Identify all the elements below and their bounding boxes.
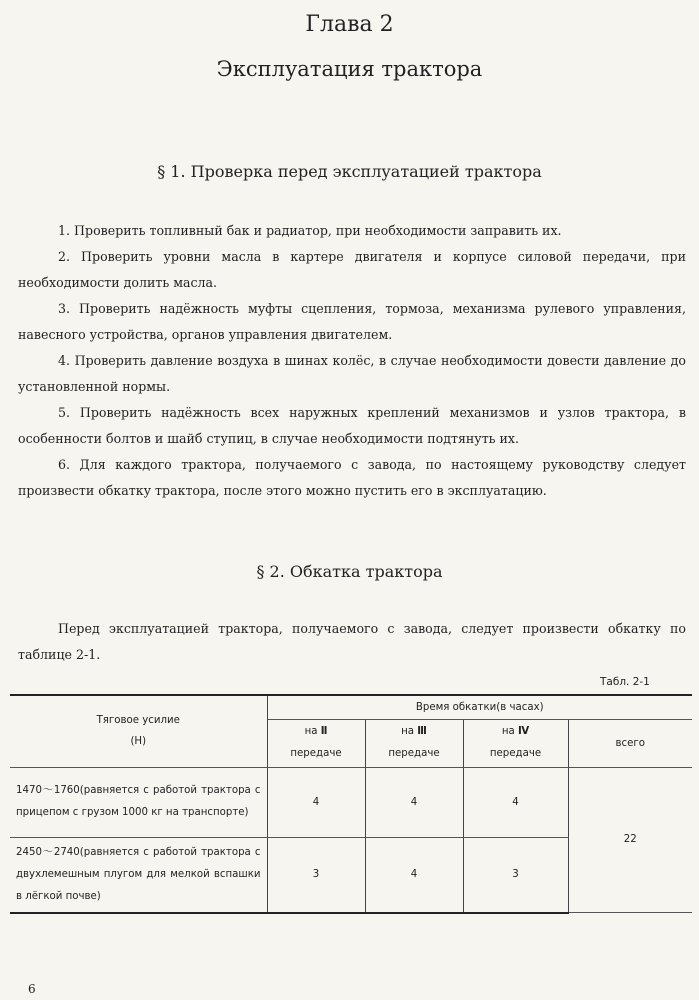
header-gear-2 [267, 719, 365, 767]
header-gear-3 [365, 719, 463, 767]
gear-label: Ⅱ [320, 726, 328, 737]
section-1-heading: § 1. Проверка перед эксплуатацией трактора [157, 162, 542, 181]
list-item: 2. Проверить уровни масла в картере двигателя и корпусе силовой передачи, при необходимости долить масла. [18, 249, 686, 290]
header-gear-4 [463, 719, 568, 767]
header-total: всего [568, 719, 692, 767]
header-suffix: передаче [290, 748, 342, 759]
section-2-heading: § 2. Обкатка трактора [256, 562, 443, 581]
row-value: 4 [463, 767, 568, 837]
table-label: Табл. 2-1 [600, 676, 650, 688]
header-force-label: Тяговое усилие [96, 715, 180, 727]
total-value: 22 [568, 767, 692, 913]
gear-label: Ⅳ [517, 726, 530, 737]
list-item: 5. Проверить надёжность всех наружных креплений механизмов и узлов трактора, в особенности болтов и шайб ступиц, в случае необходимости подтянуть их. [18, 405, 686, 446]
list-item: 3. Проверить надёжность муфты сцепления, тормоза, механизма рулевого управления, навесного устройства, органов управления двигателем. [18, 301, 686, 342]
page-title: Эксплуатация трактора [216, 57, 483, 81]
list-item: 6. Для каждого трактора, получаемого с завода, по настоящему руководству следует произвести обкатку трактора, после этого можно пустить его в эксплуатацию. [18, 457, 686, 498]
run-in-table [10, 694, 692, 914]
row-force: 1470～1760(равняется с работой трактора с прицепом с грузом 1000 кг на транспорте) [10, 767, 267, 837]
paragraph: Перед эксплуатацией трактора, получаемого с завода, следует произвести обкатку по таблице 2-1. [18, 621, 686, 662]
chapter-heading: Глава 2 [305, 12, 394, 37]
page-number: 6 [28, 982, 36, 996]
header-suffix: передаче [489, 748, 542, 759]
section-2-intro [18, 616, 686, 668]
row-value: 4 [365, 837, 463, 913]
list-item: 1. Проверить топливный бак и радиатор, при необходимости заправить их. [58, 223, 562, 238]
row-value: 3 [463, 837, 568, 913]
header-time: Время обкатки(в часах) [267, 695, 692, 719]
header-suffix: передаче [388, 748, 440, 759]
row-value: 4 [267, 767, 365, 837]
row-value: 4 [365, 767, 463, 837]
row-force: 2450～2740(равняется с работой трактора с двухлемешным плугом для мелкой вспашки в лёгкой почве) [10, 837, 267, 913]
header-prefix: на [304, 726, 318, 737]
header-force-unit: (Н) [130, 736, 147, 748]
header-prefix: на [501, 726, 515, 737]
section-1-list [18, 218, 686, 504]
header-prefix: на [401, 726, 414, 737]
header-force [10, 695, 267, 767]
table-row [10, 767, 692, 837]
row-value: 3 [267, 837, 365, 913]
list-item: 4. Проверить давление воздуха в шинах колёс, в случае необходимости довести давление до установленной нормы. [18, 353, 686, 394]
gear-label: Ⅲ [417, 726, 427, 737]
